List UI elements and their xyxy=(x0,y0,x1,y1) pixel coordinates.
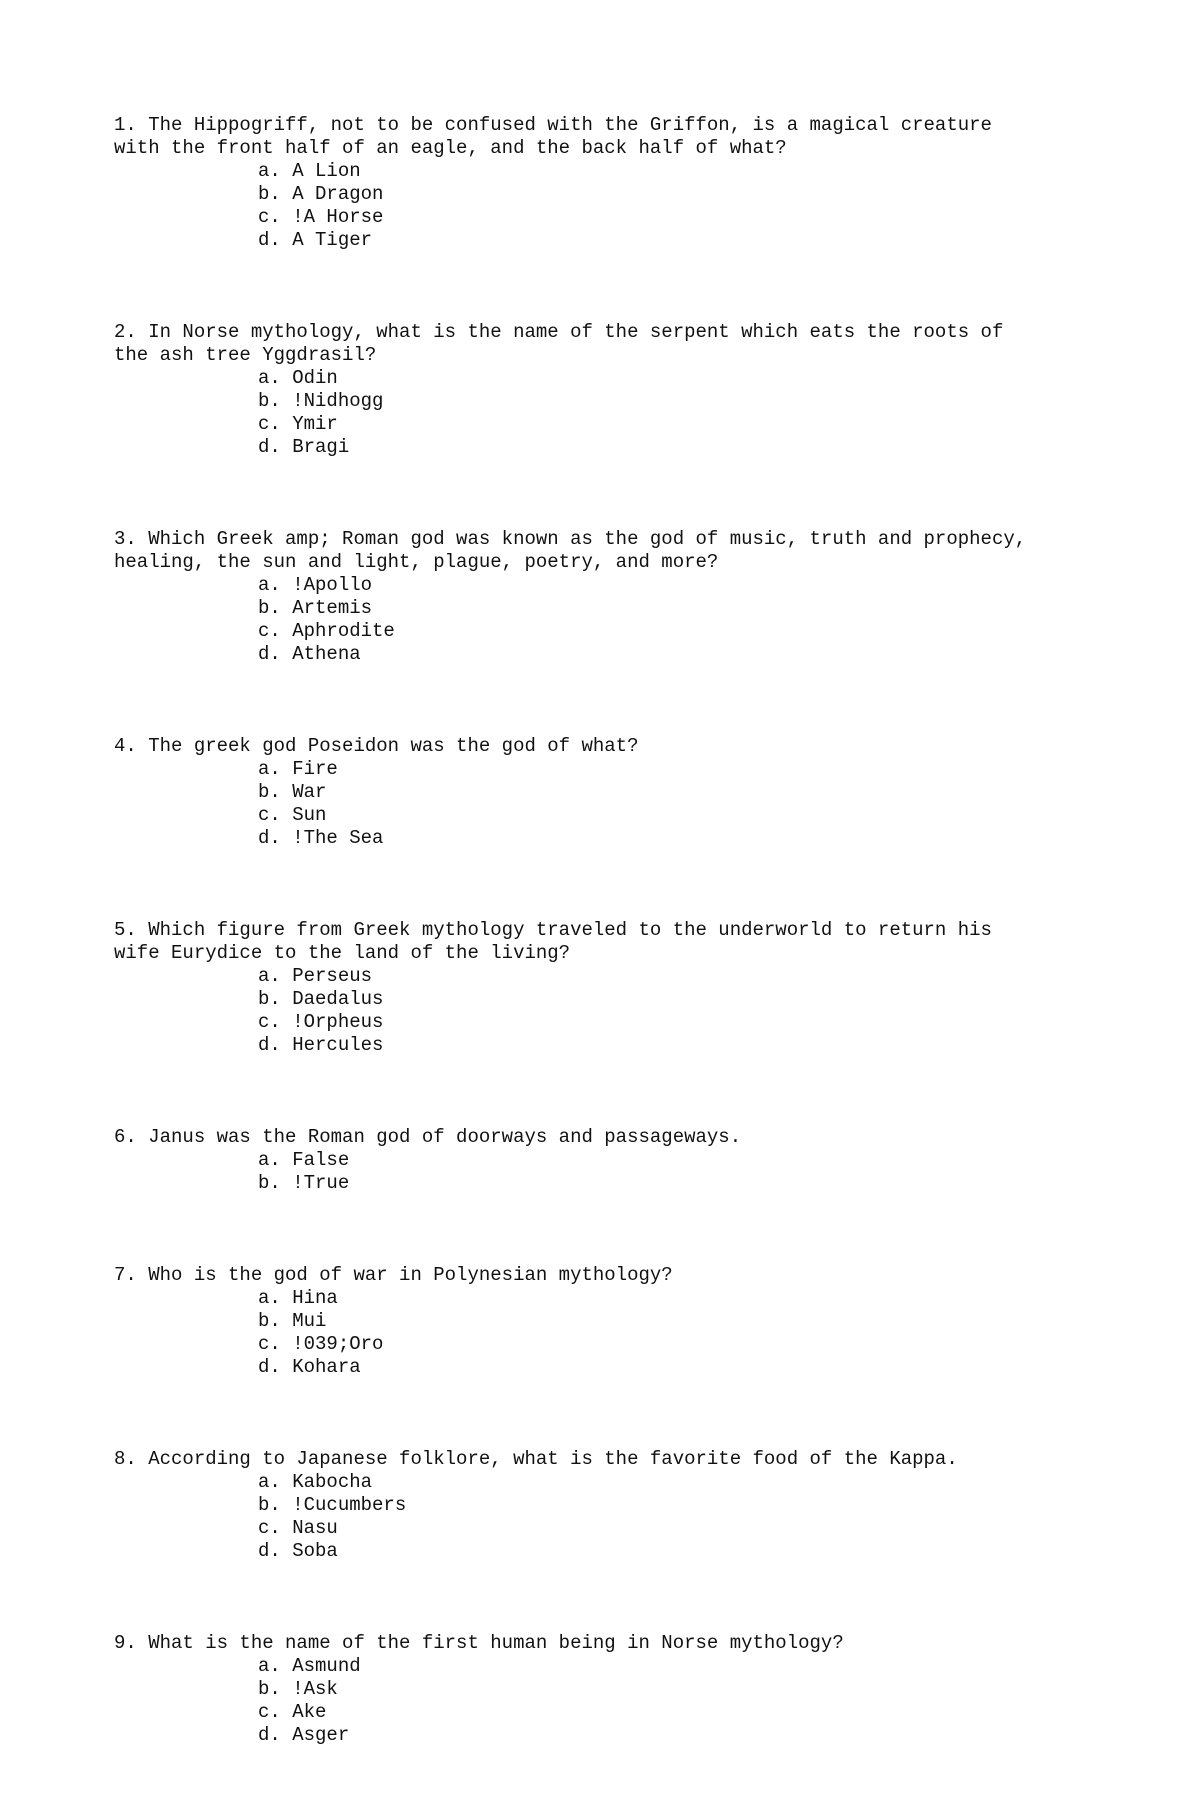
question-8 xyxy=(114,1448,1114,1563)
answer-option: a. False xyxy=(258,1149,350,1171)
answer-option: b. Mui xyxy=(258,1310,327,1332)
answer-option: b. !Cucumbers xyxy=(258,1494,407,1516)
answer-option: c. !A Horse xyxy=(258,206,384,228)
answer-option: b. Daedalus xyxy=(258,988,384,1010)
answer-option: c. !039;Oro xyxy=(258,1333,384,1355)
answer-option: b. !Nidhogg xyxy=(258,390,384,412)
answer-option: b. Artemis xyxy=(258,597,373,619)
question-6 xyxy=(114,1126,1114,1195)
answer-option: c. Nasu xyxy=(258,1517,338,1539)
answer-options xyxy=(114,965,1114,1057)
question-3 xyxy=(114,528,1114,666)
answer-option: d. Bragi xyxy=(258,436,350,458)
question-text: 8. According to Japanese folklore, what is the favorite food of the Kappa. xyxy=(114,1448,958,1470)
question-text: 3. Which Greek amp; Roman god was known as the god of music, truth and prophecy, healing, the sun and light, plague, poetry, and more? xyxy=(114,528,1027,573)
question-text: 7. Who is the god of war in Polynesian mythology? xyxy=(114,1264,673,1286)
question-list xyxy=(114,114,1114,1816)
answer-option: c. Ake xyxy=(258,1701,327,1723)
answer-option: a. Fire xyxy=(258,758,338,780)
answer-option: a. Perseus xyxy=(258,965,373,987)
question-7 xyxy=(114,1264,1114,1379)
question-2 xyxy=(114,321,1114,459)
answer-option: a. Asmund xyxy=(258,1655,361,1677)
answer-options xyxy=(114,367,1114,459)
question-9 xyxy=(114,1632,1114,1747)
answer-option: c. Aphrodite xyxy=(258,620,395,642)
answer-option: a. A Lion xyxy=(258,160,361,182)
question-5 xyxy=(114,919,1114,1057)
answer-option: d. Kohara xyxy=(258,1356,361,1378)
answer-option: c. Sun xyxy=(258,804,327,826)
answer-option: d. Asger xyxy=(258,1724,350,1746)
answer-option: a. Hina xyxy=(258,1287,338,1309)
answer-option: a. !Apollo xyxy=(258,574,373,596)
answer-options xyxy=(114,574,1114,666)
answer-option: d. !The Sea xyxy=(258,827,384,849)
answer-option: d. Athena xyxy=(258,643,361,665)
answer-options xyxy=(114,758,1114,850)
question-4 xyxy=(114,735,1114,850)
answer-options xyxy=(114,1655,1114,1747)
answer-options xyxy=(114,1471,1114,1563)
question-text: 5. Which figure from Greek mythology traveled to the underworld to return his wife Eurydice to the land of the living? xyxy=(114,919,992,964)
question-text: 6. Janus was the Roman god of doorways and passageways. xyxy=(114,1126,742,1148)
answer-option: a. Kabocha xyxy=(258,1471,373,1493)
answer-option: c. !Orpheus xyxy=(258,1011,384,1033)
question-text: 1. The Hippogriff, not to be confused with the Griffon, is a magical creature with the front half of an eagle, and the back half of what? xyxy=(114,114,992,159)
question-1 xyxy=(114,114,1114,252)
answer-option: d. Soba xyxy=(258,1540,338,1562)
answer-options xyxy=(114,1149,1114,1195)
answer-option: d. Hercules xyxy=(258,1034,384,1056)
answer-options xyxy=(114,160,1114,252)
answer-option: a. Odin xyxy=(258,367,338,389)
answer-option: d. A Tiger xyxy=(258,229,373,251)
answer-option: b. !Ask xyxy=(258,1678,338,1700)
question-text: 2. In Norse mythology, what is the name of the serpent which eats the roots of the ash tree Yggdrasil? xyxy=(114,321,1004,366)
answer-option: b. War xyxy=(258,781,327,803)
answer-option: b. !True xyxy=(258,1172,350,1194)
question-text: 4. The greek god Poseidon was the god of what? xyxy=(114,735,639,757)
question-text: 9. What is the name of the first human being in Norse mythology? xyxy=(114,1632,844,1654)
answer-option: c. Ymir xyxy=(258,413,338,435)
answer-option: b. A Dragon xyxy=(258,183,384,205)
answer-options xyxy=(114,1287,1114,1379)
